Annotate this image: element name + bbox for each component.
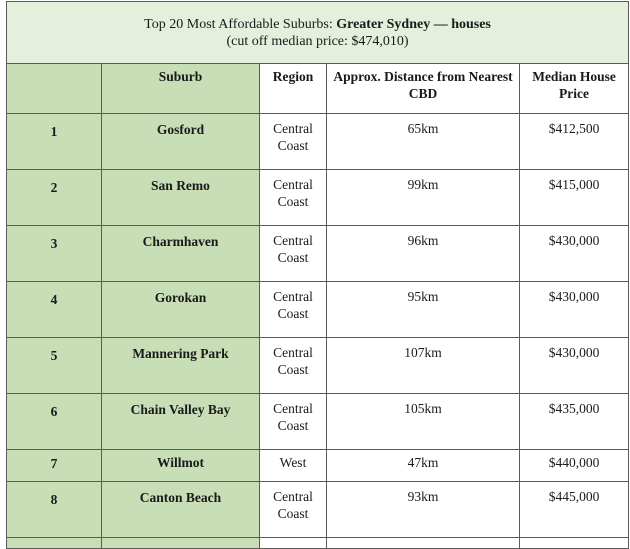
suburb-cell: Gosford [102, 114, 260, 170]
distance-cell: 107km [327, 338, 520, 394]
table-row [7, 338, 629, 394]
header-rank [7, 64, 102, 114]
distance-cell: 105km [327, 394, 520, 450]
distance-cell: 99km [327, 170, 520, 226]
suburb-cell: Willmot [102, 450, 260, 482]
suburb-cell-partial [102, 538, 260, 549]
table-row [7, 394, 629, 450]
region-cell: Central Coast [260, 282, 327, 338]
price-cell: $430,000 [520, 282, 629, 338]
rank-cell: 7 [7, 450, 102, 482]
region-cell-partial [260, 538, 327, 549]
price-cell-partial [520, 538, 629, 549]
suburb-cell: Charmhaven [102, 226, 260, 282]
price-cell: $435,000 [520, 394, 629, 450]
distance-cell: 47km [327, 450, 520, 482]
table-row [7, 450, 629, 482]
price-cell: $430,000 [520, 338, 629, 394]
region-cell: Central Coast [260, 394, 327, 450]
table-row [7, 170, 629, 226]
region-cell: Central Coast [260, 482, 327, 538]
header-distance: Approx. Distance from Nearest CBD [327, 64, 520, 114]
rank-cell: 3 [7, 226, 102, 282]
table-row-partial [7, 538, 629, 549]
table-title-prefix: Top 20 Most Affordable Suburbs: [144, 16, 337, 32]
header-region: Region [260, 64, 327, 114]
suburb-cell: Gorokan [102, 282, 260, 338]
distance-cell: 95km [327, 282, 520, 338]
region-cell: West [260, 450, 327, 482]
region-cell: Central Coast [260, 170, 327, 226]
suburb-cell: Canton Beach [102, 482, 260, 538]
rank-cell: 4 [7, 282, 102, 338]
table-row [7, 282, 629, 338]
table-row [7, 482, 629, 538]
region-cell: Central Coast [260, 226, 327, 282]
price-cell: $412,500 [520, 114, 629, 170]
rank-cell: 8 [7, 482, 102, 538]
distance-cell: 96km [327, 226, 520, 282]
table-subtitle: (cut off median price: $474,010) [226, 33, 409, 49]
header-suburb: Suburb [102, 64, 260, 114]
distance-cell: 93km [327, 482, 520, 538]
table-title [7, 16, 628, 33]
price-cell: $445,000 [520, 482, 629, 538]
rank-cell: 6 [7, 394, 102, 450]
distance-cell-partial [327, 538, 520, 549]
rank-cell: 5 [7, 338, 102, 394]
suburb-cell: Mannering Park [102, 338, 260, 394]
rank-cell: 1 [7, 114, 102, 170]
table-title-cell [7, 2, 629, 64]
region-cell: Central Coast [260, 114, 327, 170]
rank-cell-partial [7, 538, 102, 549]
price-cell: $415,000 [520, 170, 629, 226]
suburb-cell: Chain Valley Bay [102, 394, 260, 450]
suburb-cell: San Remo [102, 170, 260, 226]
header-price: Median House Price [520, 64, 629, 114]
price-cell: $440,000 [520, 450, 629, 482]
affordable-suburbs-table [6, 1, 629, 549]
table-row [7, 114, 629, 170]
rank-cell: 2 [7, 170, 102, 226]
table-header-row [7, 64, 629, 114]
table-row [7, 226, 629, 282]
table-title-bold: Greater Sydney — houses [336, 16, 491, 32]
price-cell: $430,000 [520, 226, 629, 282]
distance-cell: 65km [327, 114, 520, 170]
region-cell: Central Coast [260, 338, 327, 394]
table-title-row [7, 2, 629, 64]
